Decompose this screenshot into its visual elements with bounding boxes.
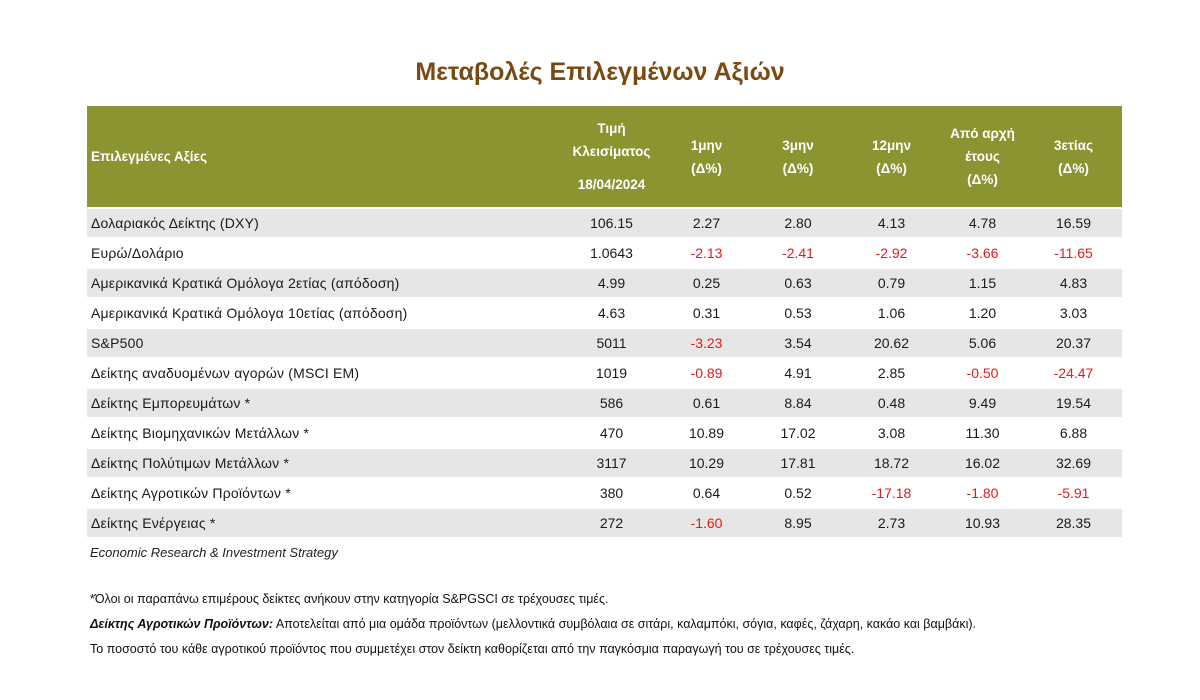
cell-ytd: 11.30 bbox=[940, 418, 1025, 448]
cell-3m: 4.91 bbox=[753, 358, 843, 388]
cell-3m: 0.63 bbox=[753, 268, 843, 298]
row-name: Δείκτης Βιομηχανικών Μετάλλων * bbox=[87, 418, 563, 448]
cell-1m: 2.27 bbox=[660, 208, 753, 238]
cell-12m: 0.79 bbox=[843, 268, 940, 298]
footnote-sp-gsci: *Όλοι οι παραπάνω επιμέρους δείκτες ανήκουν στην κατηγορία S&PGSCI σε τρέχουσες τιμές. bbox=[90, 592, 609, 606]
cell-3m: 2.80 bbox=[753, 208, 843, 238]
cell-1m: 0.61 bbox=[660, 388, 753, 418]
cell-3y: 3.03 bbox=[1025, 298, 1122, 328]
row-name: Δείκτης Αγροτικών Προϊόντων * bbox=[87, 478, 563, 508]
cell-3y: 32.69 bbox=[1025, 448, 1122, 478]
cell-1m: 10.29 bbox=[660, 448, 753, 478]
footnote-agriculture bbox=[90, 616, 1170, 632]
cell-3m: 17.02 bbox=[753, 418, 843, 448]
cell-3m: -2.41 bbox=[753, 238, 843, 268]
cell-3y: 16.59 bbox=[1025, 208, 1122, 238]
cell-3y: -24.47 bbox=[1025, 358, 1122, 388]
cell-price: 1019 bbox=[563, 358, 660, 388]
cell-12m: 0.48 bbox=[843, 388, 940, 418]
cell-ytd: -3.66 bbox=[940, 238, 1025, 268]
cell-12m: 3.08 bbox=[843, 418, 940, 448]
cell-3m: 8.95 bbox=[753, 508, 843, 537]
table-row bbox=[87, 238, 1122, 268]
table-row bbox=[87, 358, 1122, 388]
cell-12m: 1.06 bbox=[843, 298, 940, 328]
cell-ytd: -1.80 bbox=[940, 478, 1025, 508]
table-row bbox=[87, 208, 1122, 238]
cell-price: 586 bbox=[563, 388, 660, 418]
cell-ytd: 1.20 bbox=[940, 298, 1025, 328]
cell-3m: 17.81 bbox=[753, 448, 843, 478]
table-row bbox=[87, 418, 1122, 448]
cell-ytd: 9.49 bbox=[940, 388, 1025, 418]
footnote-agriculture-label: Δείκτης Αγροτικών Προϊόντων: bbox=[90, 617, 274, 631]
header-3m: 3μην (Δ%) bbox=[753, 106, 843, 208]
cell-ytd: 16.02 bbox=[940, 448, 1025, 478]
header-1m: 1μην (Δ%) bbox=[660, 106, 753, 208]
cell-ytd: 5.06 bbox=[940, 328, 1025, 358]
footnote-weighting: Το ποσοστό του κάθε αγροτικού προϊόντος που συμμετέχει στον δείκτη καθορίζεται από την παγκόσμια παραγωγή του σε τρέχουσες τιμές. bbox=[90, 642, 855, 656]
header-12m: 12μην (Δ%) bbox=[843, 106, 940, 208]
table-row bbox=[87, 448, 1122, 478]
row-name: Δείκτης Πολύτιμων Μετάλλων * bbox=[87, 448, 563, 478]
cell-price: 470 bbox=[563, 418, 660, 448]
performance-table bbox=[87, 106, 1122, 537]
cell-3y: 20.37 bbox=[1025, 328, 1122, 358]
table-row bbox=[87, 328, 1122, 358]
cell-1m: -1.60 bbox=[660, 508, 753, 537]
cell-12m: -17.18 bbox=[843, 478, 940, 508]
table-row bbox=[87, 508, 1122, 537]
cell-12m: 20.62 bbox=[843, 328, 940, 358]
cell-price: 5011 bbox=[563, 328, 660, 358]
cell-1m: 10.89 bbox=[660, 418, 753, 448]
table-row bbox=[87, 478, 1122, 508]
row-name: Αμερικανικά Κρατικά Ομόλογα 2ετίας (απόδοση) bbox=[87, 268, 563, 298]
cell-ytd: 10.93 bbox=[940, 508, 1025, 537]
row-name: Δολαριακός Δείκτης (DXY) bbox=[87, 208, 563, 238]
cell-12m: -2.92 bbox=[843, 238, 940, 268]
cell-3y: 6.88 bbox=[1025, 418, 1122, 448]
page-title: Μεταβολές Επιλεγμένων Αξιών bbox=[415, 58, 785, 86]
cell-3m: 8.84 bbox=[753, 388, 843, 418]
cell-3y: -11.65 bbox=[1025, 238, 1122, 268]
footnotes bbox=[90, 591, 1170, 666]
row-name: Ευρώ/Δολάριο bbox=[87, 238, 563, 268]
header-name: Επιλεγμένες Αξίες bbox=[87, 106, 563, 208]
cell-12m: 2.73 bbox=[843, 508, 940, 537]
cell-price: 1.0643 bbox=[563, 238, 660, 268]
header-price: Τιμή Κλεισίματος 18/04/2024 bbox=[563, 106, 660, 208]
cell-12m: 18.72 bbox=[843, 448, 940, 478]
cell-3m: 0.52 bbox=[753, 478, 843, 508]
cell-price: 272 bbox=[563, 508, 660, 537]
cell-3m: 0.53 bbox=[753, 298, 843, 328]
cell-price: 4.99 bbox=[563, 268, 660, 298]
cell-price: 106.15 bbox=[563, 208, 660, 238]
cell-ytd: 1.15 bbox=[940, 268, 1025, 298]
cell-3y: 4.83 bbox=[1025, 268, 1122, 298]
cell-12m: 4.13 bbox=[843, 208, 940, 238]
cell-ytd: -0.50 bbox=[940, 358, 1025, 388]
table-row bbox=[87, 298, 1122, 328]
cell-price: 4.63 bbox=[563, 298, 660, 328]
row-name: Αμερικανικά Κρατικά Ομόλογα 10ετίας (απόδοση) bbox=[87, 298, 563, 328]
cell-1m: 0.64 bbox=[660, 478, 753, 508]
row-name: Δείκτης Ενέργειας * bbox=[87, 508, 563, 537]
table-header-row bbox=[87, 106, 1122, 208]
table-row bbox=[87, 268, 1122, 298]
header-3y: 3ετίας (Δ%) bbox=[1025, 106, 1122, 208]
cell-1m: -2.13 bbox=[660, 238, 753, 268]
footnote-agriculture-text: Αποτελείται από μια ομάδα προϊόντων (μελλοντικά συμβόλαια σε σιτάρι, καλαμπόκι, σόγια, καφές, ζάχαρη, κακάο και βαμβάκι). bbox=[273, 617, 977, 631]
row-name: Δείκτης Εμπορευμάτων * bbox=[87, 388, 563, 418]
row-name: S&P500 bbox=[87, 328, 563, 358]
cell-1m: -3.23 bbox=[660, 328, 753, 358]
header-ytd: Από αρχή έτους (Δ%) bbox=[940, 106, 1025, 208]
cell-price: 3117 bbox=[563, 448, 660, 478]
cell-price: 380 bbox=[563, 478, 660, 508]
cell-3m: 3.54 bbox=[753, 328, 843, 358]
cell-1m: 0.31 bbox=[660, 298, 753, 328]
source-note: Economic Research & Investment Strategy bbox=[90, 545, 338, 560]
cell-3y: -5.91 bbox=[1025, 478, 1122, 508]
cell-12m: 2.85 bbox=[843, 358, 940, 388]
cell-ytd: 4.78 bbox=[940, 208, 1025, 238]
cell-3y: 19.54 bbox=[1025, 388, 1122, 418]
row-name: Δείκτης αναδυομένων αγορών (MSCI EM) bbox=[87, 358, 563, 388]
cell-1m: 0.25 bbox=[660, 268, 753, 298]
cell-3y: 28.35 bbox=[1025, 508, 1122, 537]
table-row bbox=[87, 388, 1122, 418]
header-price-date: 18/04/2024 bbox=[577, 177, 646, 192]
cell-1m: -0.89 bbox=[660, 358, 753, 388]
